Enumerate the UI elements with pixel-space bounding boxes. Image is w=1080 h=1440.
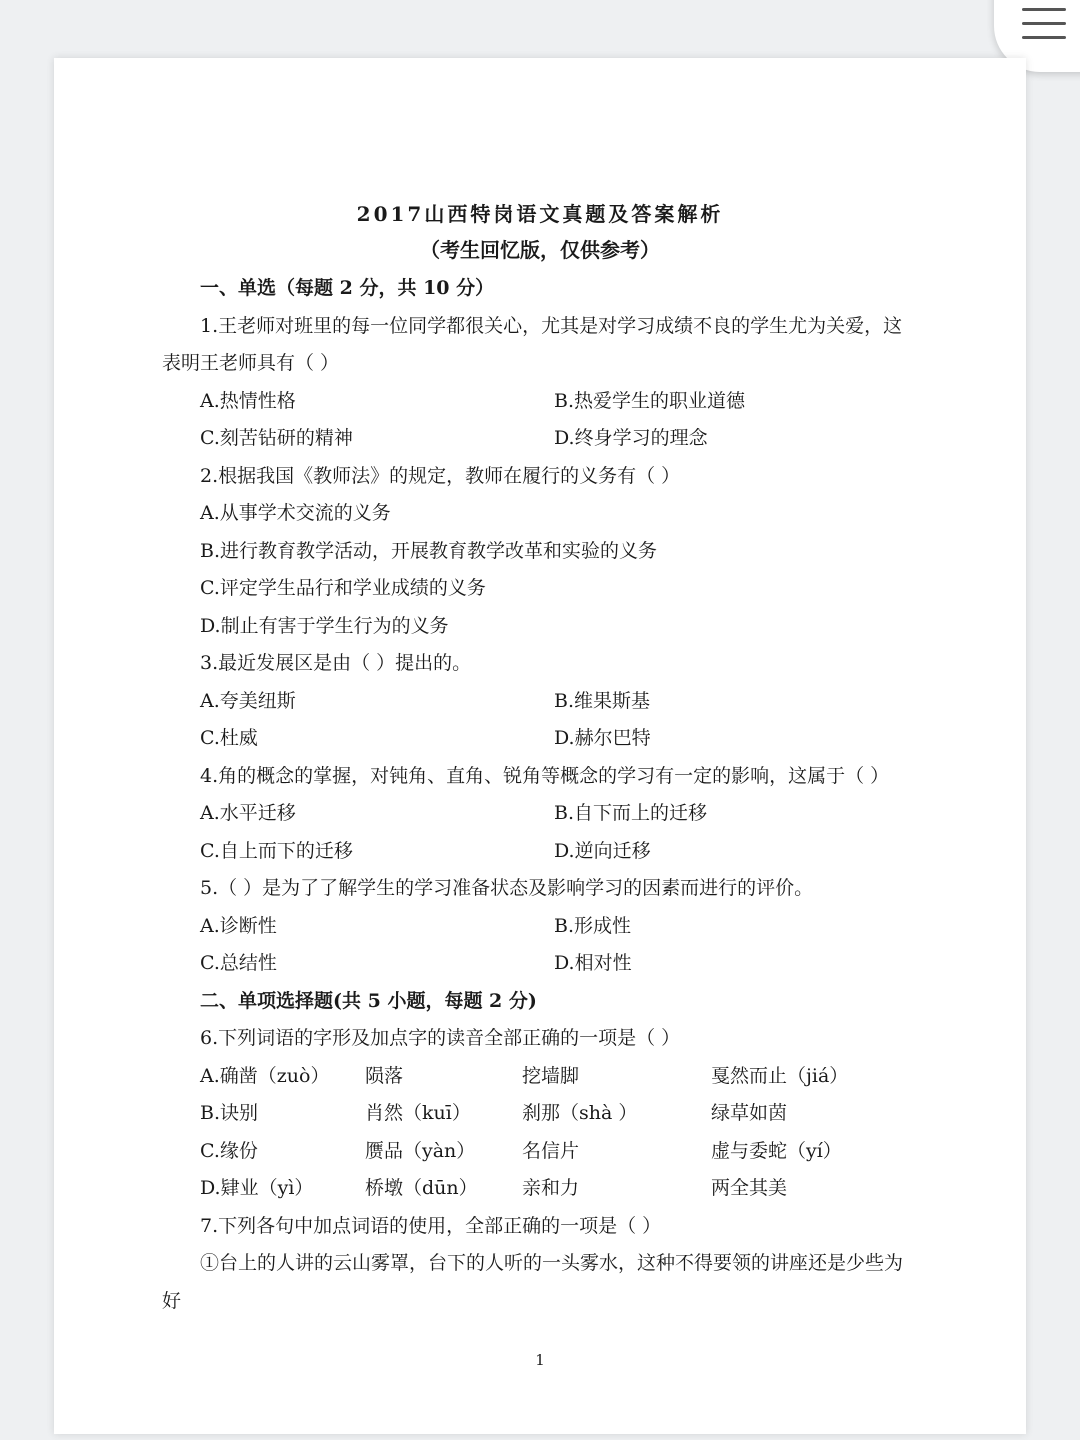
- question-6-option-c-word-1: C.缘份: [200, 1140, 258, 1162]
- question-2-stem: 2.根据我国《教师法》的规定，教师在履行的义务有（ ）: [200, 465, 681, 487]
- question-6-option-d-word-4: 两全其美: [711, 1177, 788, 1199]
- hamburger-icon-bar-2: [1022, 22, 1066, 25]
- question-6-option-a-word-1: A.确凿（zuò）: [200, 1065, 330, 1087]
- document-title: 2017山西特岗语文真题及答案解析: [356, 202, 724, 226]
- question-6-option-c-word-4: 虚与委蛇（yí）: [711, 1140, 842, 1162]
- page-content: [54, 58, 1026, 1434]
- question-6-stem: 6.下列词语的字形及加点字的读音全部正确的一项是（ ）: [200, 1027, 681, 1049]
- question-2-option-c: C.评定学生品行和学业成绩的义务: [200, 577, 486, 599]
- question-1-stem-cont: 表明王老师具有（ ）: [162, 352, 340, 374]
- document-subtitle: （考生回忆版，仅供参考）: [420, 238, 660, 262]
- question-3-option-c: C.杜威: [200, 727, 258, 749]
- question-5-option-c: C.总结性: [200, 952, 277, 974]
- question-4-option-b: B.自下而上的迁移: [554, 802, 708, 824]
- hamburger-icon-bar-3: [1022, 36, 1066, 39]
- question-1-option-a: A.热情性格: [200, 390, 296, 412]
- question-3-option-b: B.维果斯基: [554, 690, 651, 712]
- question-6-option-b-word-2: 肖然（kuī）: [365, 1102, 471, 1124]
- question-3-option-d: D.赫尔巴特: [554, 727, 651, 749]
- question-3-option-a: A.夸美纽斯: [200, 690, 296, 712]
- question-1-option-b: B.热爱学生的职业道德: [554, 390, 746, 412]
- question-5-option-a: A.诊断性: [200, 915, 277, 937]
- question-2-option-b: B.进行教育教学活动，开展教育教学改革和实验的义务: [200, 540, 658, 562]
- question-4-option-c: C.自上而下的迁移: [200, 840, 353, 862]
- question-1-option-d: D.终身学习的理念: [554, 427, 708, 449]
- question-5-option-b: B.形成性: [554, 915, 632, 937]
- question-5-option-d: D.相对性: [554, 952, 632, 974]
- question-4-option-a: A.水平迁移: [200, 802, 296, 824]
- question-3-stem: 3.最近发展区是由（ ）提出的。: [200, 652, 472, 674]
- question-6-option-b-word-3: 刹那（shà ）: [522, 1102, 638, 1124]
- question-2-option-d: D.制止有害于学生行为的义务: [200, 615, 449, 637]
- question-1-option-c: C.刻苦钻研的精神: [200, 427, 353, 449]
- question-6-option-b-word-4: 绿草如茵: [711, 1102, 788, 1124]
- question-6-option-a-word-3: 挖墙脚: [522, 1065, 580, 1087]
- question-7-item-1: ①台上的人讲的云山雾罩，台下的人听的一头雾水，这种不得要领的讲座还是少些为: [200, 1252, 904, 1274]
- question-6-option-d-word-3: 亲和力: [522, 1177, 580, 1199]
- question-7-item-1-cont: 好: [162, 1290, 182, 1312]
- section-1-heading: 一、单选（每题 2 分，共 10 分）: [200, 277, 495, 299]
- question-4-stem: 4.角的概念的掌握，对钝角、直角、锐角等概念的学习有一定的影响，这属于（ ）: [200, 765, 890, 787]
- question-6-option-d-word-2: 桥墩（dūn）: [365, 1177, 478, 1199]
- question-6-option-d-word-1: D.肄业（yì）: [200, 1177, 314, 1199]
- question-2-option-a: A.从事学术交流的义务: [200, 502, 391, 524]
- question-6-option-a-word-4: 戛然而止（jiá）: [711, 1065, 849, 1087]
- question-6-option-c-word-3: 名信片: [522, 1140, 580, 1162]
- question-6-option-b-word-1: B.诀别: [200, 1102, 259, 1124]
- question-7-stem: 7.下列各句中加点词语的使用，全部正确的一项是（ ）: [200, 1215, 662, 1237]
- hamburger-icon: [1022, 8, 1066, 11]
- page-number: 1: [535, 1351, 545, 1369]
- question-6-option-c-word-2: 赝品（yàn）: [365, 1140, 476, 1162]
- section-2-heading: 二、单项选择题(共 5 小题，每题 2 分): [200, 990, 537, 1012]
- question-1-stem: 1.王老师对班里的每一位同学都很关心，尤其是对学习成绩不良的学生尤为关爱，这: [200, 315, 903, 337]
- question-4-option-d: D.逆向迁移: [554, 840, 651, 862]
- document-page: [54, 58, 1026, 1434]
- question-5-stem: 5.（ ）是为了了解学生的学习准备状态及影响学习的因素而进行的评价。: [200, 877, 814, 899]
- question-6-option-a-word-2: 陨落: [365, 1065, 404, 1087]
